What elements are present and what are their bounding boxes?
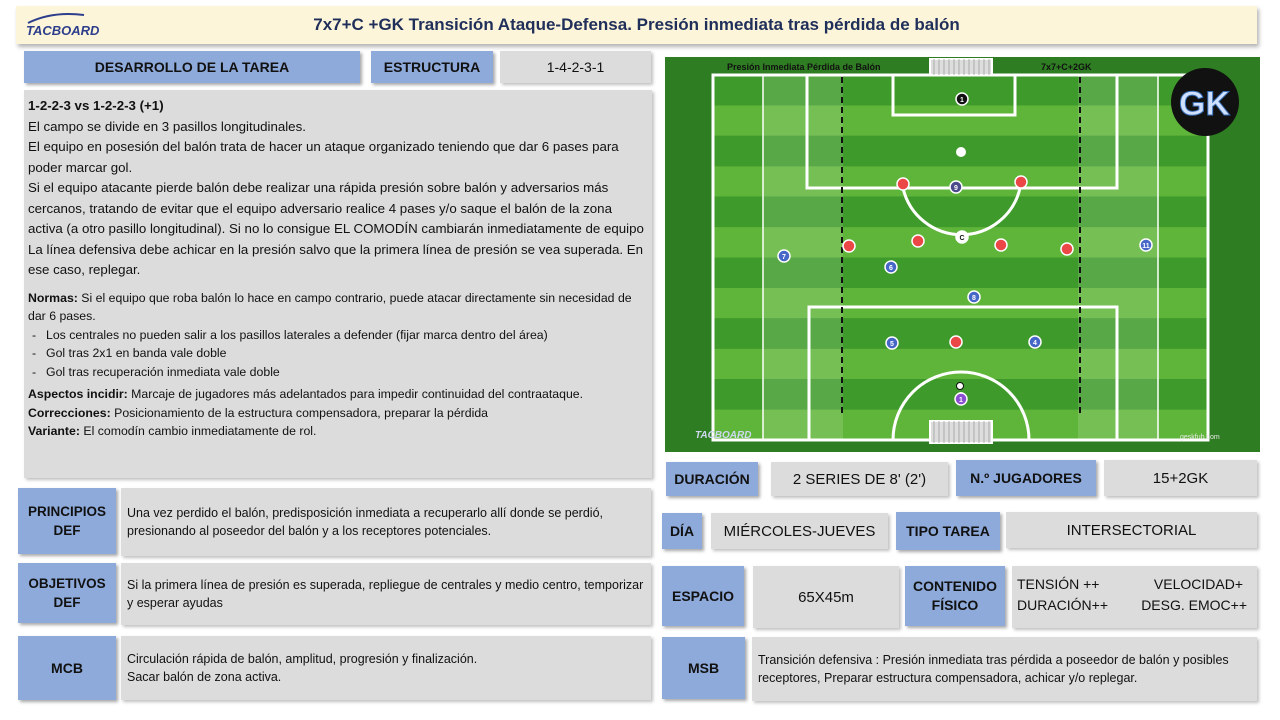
contenido-item: DURACIÓN++: [1017, 597, 1109, 613]
red-player: [897, 178, 909, 190]
contenido-item: TENSIÓN ++: [1017, 576, 1100, 592]
lateral-corridor-left: [763, 75, 843, 440]
correcciones-label: Correcciones:: [28, 405, 111, 420]
objetivos-text: Si la primera línea de presión es superada, repliegue de centrales y medio centro, temporizar y esperar ayudas: [121, 563, 651, 625]
red-player: [843, 240, 855, 252]
desc-heading: 1-2-2-3 vs 1-2-2-3 (+1): [28, 98, 164, 113]
tipo-value: INTERSECTORIAL: [1006, 512, 1257, 548]
dark-player-1-label: 1: [960, 97, 964, 104]
tipo-label: TIPO TAREA: [896, 512, 1000, 550]
normas-text: Si el equipo que roba balón lo hace en campo contrario, puede atacar directamente sin necesidad de dar 6 pases.: [28, 290, 632, 323]
variante-text: El comodín cambio inmediatamente de rol.: [79, 424, 317, 438]
pitch-brand-left: TACBOARD: [695, 430, 752, 441]
contenido-values: [1012, 566, 1257, 628]
jugadores-label: N.º JUGADORES: [956, 460, 1096, 496]
red-player: [995, 239, 1007, 251]
contenido-item: DESG. EMOC++: [1141, 597, 1247, 613]
duracion-value: 2 SERIES DE 8' (2'): [771, 462, 948, 496]
tacboard-logo: [22, 9, 104, 41]
contenido-item: VELOCIDAD+: [1153, 576, 1243, 592]
red-player: [1015, 176, 1027, 188]
objetivos-label: OBJETIVOS DEF: [18, 563, 116, 623]
mcb-label: MCB: [18, 636, 116, 700]
mcb-text: Circulación rápida de balón, amplitud, progresión y finalización. Sacar balón de zona activa.: [121, 636, 651, 700]
desc-line: La línea defensiva debe achicar en la presión salvo que la primera línea de presión se vea superada. En ese caso, replegar.: [28, 241, 644, 277]
principios-label: PRINCIPIOS DEF: [18, 488, 116, 554]
estructura-value: 1-4-2-3-1: [500, 51, 651, 83]
dark-player-9-label: 9: [954, 185, 958, 192]
pitch-brand-right: geskfub.com: [1180, 434, 1220, 441]
correcciones-text: Posicionamiento de la estructura compensadora, preparar la pérdida: [110, 405, 489, 420]
tacboard-logo-text: TACBOARD: [26, 23, 100, 38]
red-player: [950, 336, 962, 348]
normas-item: - Los centrales no pueden salir a los pasillos laterales a defender (fijar marca dentro del área): [28, 326, 648, 345]
comodin-player-label: C: [959, 235, 965, 242]
blue-player-label: 11: [1142, 243, 1150, 250]
title-bar: [16, 6, 1257, 44]
blue-player-label: 4: [1033, 340, 1037, 347]
penalty-spot-top: [956, 147, 966, 157]
aspectos-block: [28, 385, 648, 441]
blue-player-label: 5: [890, 341, 894, 348]
page-title: 7x7+C +GK Transición Ataque-Defensa. Presión inmediata tras pérdida de balón: [313, 15, 960, 34]
pitch-diagram: [665, 57, 1260, 452]
duracion-label: DURACIÓN: [666, 462, 758, 496]
normas-item: - Gol tras 2x1 en banda vale doble: [28, 344, 648, 363]
desarrollo-header: DESARROLLO DE LA TAREA: [24, 51, 360, 83]
aspectos-label: Aspectos incidir:: [28, 387, 128, 401]
desc-line: El campo se divide en 3 pasillos longitudinales.: [28, 118, 306, 134]
purple-goalkeeper-label: 1: [959, 397, 963, 404]
msb-label: MSB: [662, 637, 745, 699]
blue-player-label: 8: [972, 295, 976, 302]
ball: [957, 383, 964, 390]
espacio-label: ESPACIO: [662, 566, 744, 626]
normas-item: - Gol tras recuperación inmediata vale doble: [28, 363, 648, 382]
normas-block: [28, 289, 648, 382]
normas-label: Normas:: [28, 290, 78, 305]
desc-line: El equipo en posesión del balón trata de hacer un ataque organizado teniendo que dar 6 pases para poder marcar gol.: [28, 139, 619, 175]
task-description: [24, 90, 652, 478]
desc-line: Si el equipo atacante pierde balón debe realizar una rápida presión sobre balón y adversarios más cercanos, tratando de evitar que el equipo adversario realice 4 pases y/o saque el balón de la zona activa (a otro pasillo longitudinal). Si no lo consigue EL COMODÍN cambiarán inmediatamente de equipo: [28, 180, 644, 236]
blue-player-label: 7: [782, 254, 786, 261]
dia-label: DÍA: [662, 513, 702, 549]
jugadores-value: 15+2GK: [1104, 460, 1257, 496]
principios-text: Una vez perdido el balón, predisposición inmediata a recuperarlo allí donde se perdió, presionando al poseedor del balón y a los receptores potenciales.: [121, 488, 651, 556]
red-player: [912, 235, 924, 247]
msb-text: Transición defensiva : Presión inmediata tras pérdida a poseedor de balón y posibles receptores, Preparar estructura compensadora, achicar y/o replegar.: [752, 637, 1257, 701]
gk-logo-text: GK: [1179, 85, 1230, 123]
dia-value: MIÉRCOLES-JUEVES: [711, 513, 888, 549]
pitch-caption-left: Presión Inmediata Pérdida de Balón: [727, 62, 881, 72]
aspectos-text: Marcaje de jugadores más adelantados para impedir continuidad del contraataque.: [127, 387, 584, 401]
espacio-value: 65X45m: [753, 566, 899, 628]
red-player: [1061, 243, 1073, 255]
blue-player-label: 6: [889, 265, 893, 272]
pitch-caption-right: 7x7+C+2GK: [1041, 62, 1092, 72]
variante-label: Variante:: [28, 424, 80, 438]
estructura-header: ESTRUCTURA: [371, 51, 493, 83]
contenido-label: CONTENIDO FÍSICO: [905, 566, 1005, 626]
